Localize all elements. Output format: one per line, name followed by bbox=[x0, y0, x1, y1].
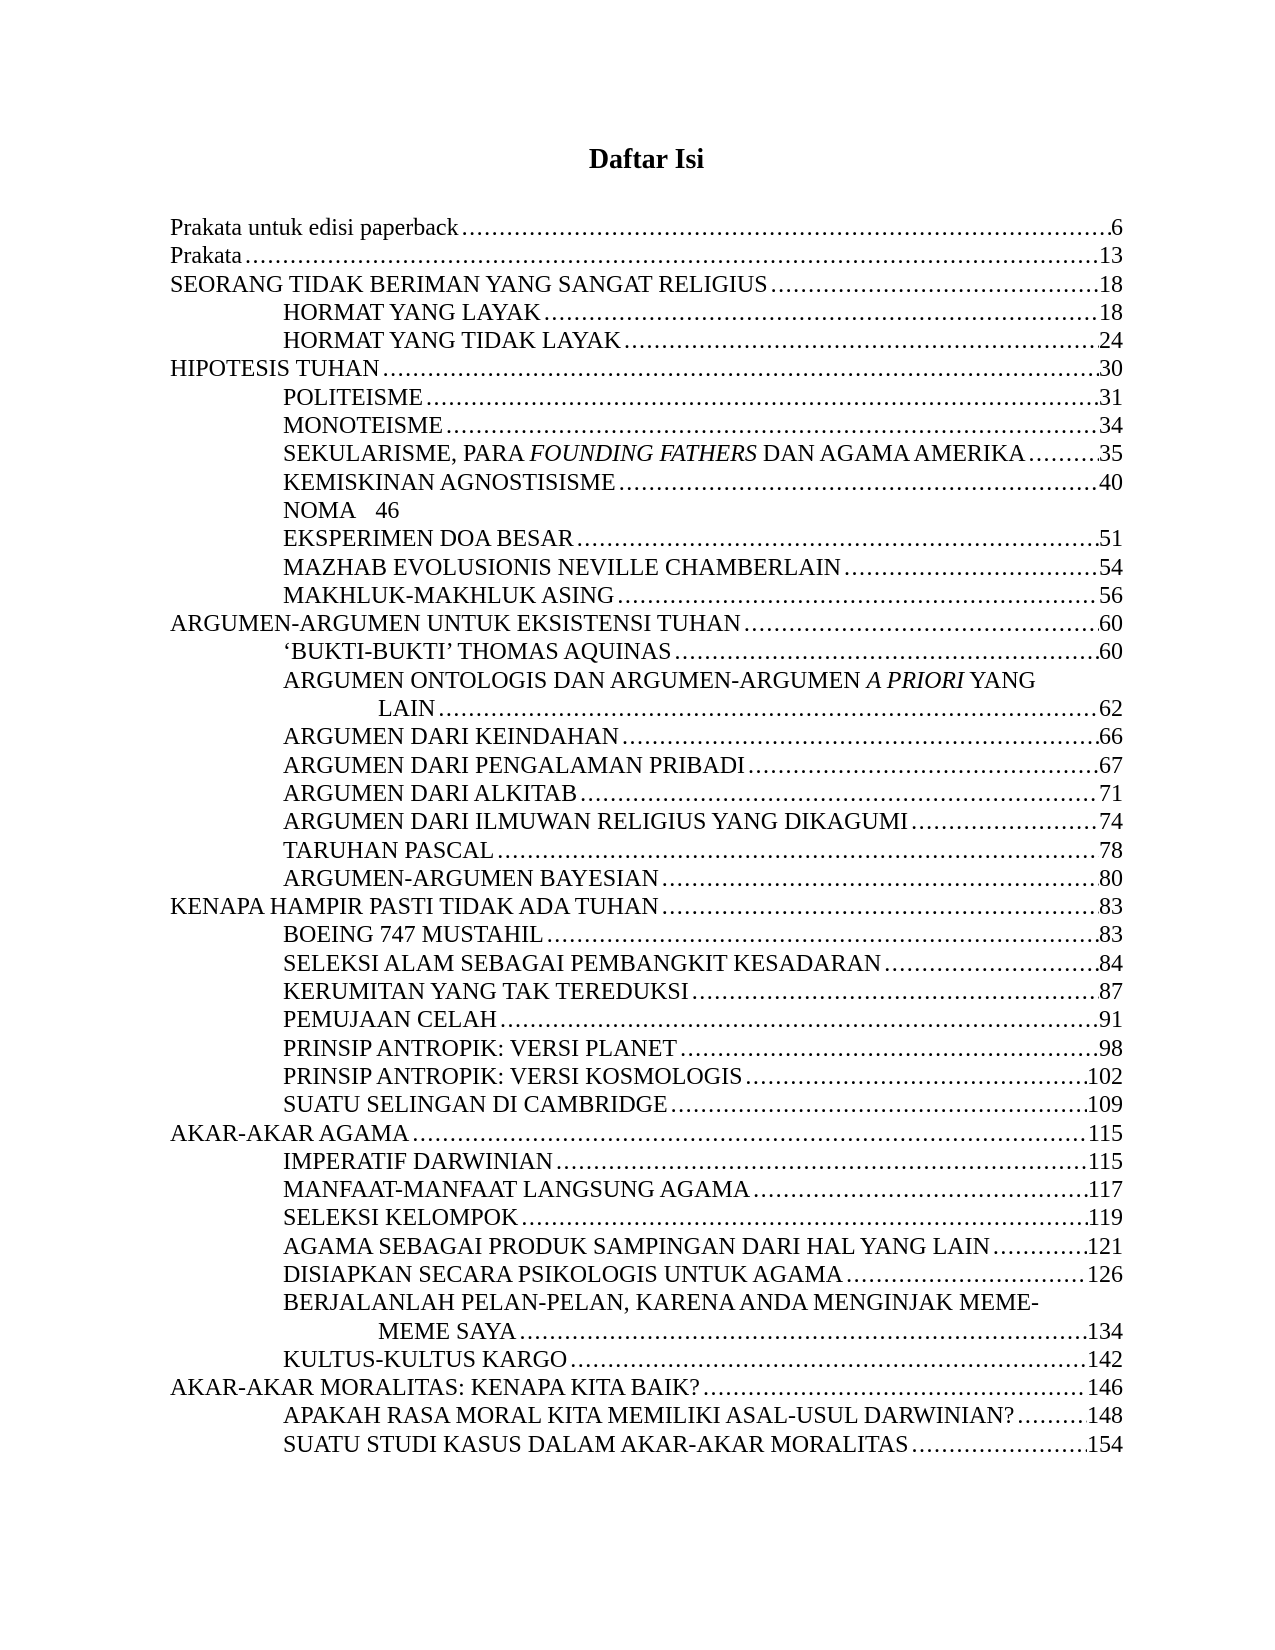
toc-entry-title: ‘BUKTI-BUKTI’ THOMAS AQUINAS bbox=[283, 639, 672, 666]
toc-page-number: 60 bbox=[1099, 611, 1123, 638]
dot-leader bbox=[990, 1233, 1087, 1261]
toc-page-number: 51 bbox=[1099, 526, 1123, 553]
dot-leader bbox=[741, 610, 1099, 638]
dot-leader bbox=[423, 384, 1099, 412]
toc-entry bbox=[170, 384, 1123, 412]
toc-page-number: 74 bbox=[1099, 809, 1123, 836]
toc-page-number: 91 bbox=[1099, 1007, 1123, 1034]
toc-entry-title: SELEKSI KELOMPOK bbox=[283, 1205, 519, 1232]
dot-leader bbox=[1026, 440, 1099, 468]
dot-leader bbox=[544, 921, 1099, 949]
toc-page-number: 154 bbox=[1087, 1431, 1123, 1458]
toc-entry-title: KEMISKINAN AGNOSTISISME bbox=[283, 469, 616, 496]
toc-page-number: 62 bbox=[1099, 696, 1123, 723]
dot-leader bbox=[518, 1204, 1088, 1232]
toc-page-number: 6 bbox=[1111, 215, 1123, 241]
toc-entry bbox=[170, 1318, 1123, 1346]
dot-leader bbox=[574, 525, 1099, 553]
dot-leader bbox=[671, 638, 1099, 666]
toc-entry-title: Prakata untuk edisi paperback bbox=[170, 215, 459, 241]
toc-entry-title: ARGUMEN-ARGUMEN UNTUK EKSISTENSI TUHAN bbox=[170, 611, 741, 638]
dot-leader bbox=[659, 893, 1099, 921]
toc-entry bbox=[170, 893, 1123, 921]
toc-page-number: 142 bbox=[1087, 1346, 1123, 1373]
toc-entry bbox=[170, 921, 1123, 949]
dot-leader bbox=[619, 723, 1099, 751]
toc-page-number: 80 bbox=[1099, 865, 1123, 892]
toc-entry bbox=[170, 525, 1123, 553]
toc-list bbox=[170, 214, 1123, 1459]
dot-leader bbox=[380, 355, 1099, 383]
toc-entry bbox=[170, 1431, 1123, 1459]
toc-entry bbox=[170, 214, 1123, 242]
toc-entry-title: LAIN bbox=[378, 696, 436, 723]
toc-entry-title: SEORANG TIDAK BERIMAN YANG SANGAT RELIGIUS bbox=[170, 271, 768, 298]
dot-leader bbox=[843, 1261, 1087, 1289]
toc-entry-title: BOEING 747 MUSTAHIL bbox=[283, 922, 544, 949]
toc-entry bbox=[170, 1120, 1123, 1148]
dot-leader bbox=[567, 1346, 1087, 1374]
toc-entry-title: APAKAH RASA MORAL KITA MEMILIKI ASAL-USUL DARWINIAN? bbox=[283, 1403, 1015, 1430]
toc-page-number: 87 bbox=[1099, 979, 1123, 1006]
toc-entry-title: PEMUJAAN CELAH bbox=[283, 1007, 498, 1034]
toc-entry-title: NOMA bbox=[283, 497, 357, 524]
toc-page-number: 18 bbox=[1099, 299, 1123, 326]
dot-leader bbox=[668, 1091, 1087, 1119]
toc-entry bbox=[170, 412, 1123, 440]
toc-page-number: 66 bbox=[1099, 724, 1123, 751]
toc-entry-title: KENAPA HAMPIR PASTI TIDAK ADA TUHAN bbox=[170, 894, 659, 921]
toc-entry bbox=[170, 469, 1123, 497]
dot-leader bbox=[621, 327, 1099, 355]
dot-leader bbox=[242, 242, 1099, 270]
toc-entry-title: PRINSIP ANTROPIK: VERSI KOSMOLOGIS bbox=[283, 1063, 743, 1090]
toc-entry-title: BERJALANLAH PELAN-PELAN, KARENA ANDA MENGINJAK MEME- bbox=[283, 1290, 1039, 1317]
dot-leader bbox=[908, 1431, 1087, 1459]
dot-leader bbox=[881, 950, 1099, 978]
toc-entry bbox=[170, 242, 1123, 270]
toc-page-number: 83 bbox=[1099, 894, 1123, 921]
toc-page-number: 35 bbox=[1099, 441, 1123, 468]
dot-leader bbox=[616, 469, 1099, 497]
toc-entry-title: TARUHAN PASCAL bbox=[283, 837, 495, 864]
toc-entry bbox=[170, 554, 1123, 582]
toc-entry bbox=[170, 950, 1123, 978]
toc-entry bbox=[170, 1233, 1123, 1261]
toc-page-number: 60 bbox=[1099, 639, 1123, 666]
dot-leader bbox=[659, 865, 1099, 893]
dot-leader bbox=[541, 299, 1099, 327]
dot-leader bbox=[908, 808, 1099, 836]
toc-page-number: 102 bbox=[1087, 1063, 1123, 1090]
toc-entry bbox=[170, 271, 1123, 299]
toc-entry-title: MAKHLUK-MAKHLUK ASING bbox=[283, 582, 615, 609]
toc-page-number: 78 bbox=[1099, 837, 1123, 864]
toc-page-number: 40 bbox=[1099, 469, 1123, 496]
toc-page-number: 126 bbox=[1087, 1261, 1123, 1288]
toc-entry bbox=[170, 837, 1123, 865]
toc-page-number: 115 bbox=[1087, 1148, 1123, 1175]
toc-entry-title: ARGUMEN DARI ILMUWAN RELIGIUS YANG DIKAGUMI bbox=[283, 809, 909, 836]
dot-leader bbox=[677, 1035, 1099, 1063]
toc-entry-title: ARGUMEN ONTOLOGIS DAN ARGUMEN-ARGUMEN A PRIORI YANG bbox=[283, 667, 1036, 694]
toc-entry bbox=[170, 497, 1123, 525]
toc-entry-title: HORMAT YANG TIDAK LAYAK bbox=[283, 328, 622, 355]
toc-entry bbox=[170, 582, 1123, 610]
dot-leader bbox=[459, 214, 1111, 242]
toc-entry bbox=[170, 865, 1123, 893]
toc-page-number: 71 bbox=[1099, 780, 1123, 807]
dot-leader bbox=[409, 1120, 1088, 1148]
dot-leader bbox=[689, 978, 1099, 1006]
toc-page-number: 31 bbox=[1099, 384, 1123, 411]
dot-leader bbox=[553, 1148, 1088, 1176]
toc-entry-title: MAZHAB EVOLUSIONIS NEVILLE CHAMBERLAIN bbox=[283, 554, 841, 581]
toc-entry bbox=[170, 327, 1123, 355]
toc-page-number: 146 bbox=[1087, 1375, 1123, 1402]
toc-entry bbox=[170, 1289, 1123, 1317]
toc-entry bbox=[170, 1374, 1123, 1402]
toc-page-number: 46 bbox=[375, 497, 400, 524]
toc-entry-title: AKAR-AKAR AGAMA bbox=[170, 1120, 410, 1147]
toc-entry-title: ARGUMEN DARI PENGALAMAN PRIBADI bbox=[283, 752, 746, 779]
toc-entry bbox=[170, 610, 1123, 638]
toc-entry bbox=[170, 440, 1123, 468]
toc-entry bbox=[170, 1148, 1123, 1176]
toc-entry-title: AKAR-AKAR MORALITAS: KENAPA KITA BAIK? bbox=[170, 1375, 700, 1402]
dot-leader bbox=[435, 695, 1099, 723]
toc-entry-title: MEME SAYA bbox=[378, 1318, 517, 1345]
toc-entry-title: IMPERATIF DARWINIAN bbox=[283, 1148, 553, 1175]
dot-leader bbox=[577, 780, 1099, 808]
toc-entry-title: ARGUMEN-ARGUMEN BAYESIAN bbox=[283, 865, 659, 892]
toc-entry-title: SELEKSI ALAM SEBAGAI PEMBANGKIT KESADARAN bbox=[283, 950, 882, 977]
dot-leader bbox=[742, 1063, 1087, 1091]
toc-entry bbox=[170, 1091, 1123, 1119]
toc-entry bbox=[170, 723, 1123, 751]
toc-page-number: 84 bbox=[1099, 950, 1123, 977]
toc-entry bbox=[170, 752, 1123, 780]
toc-entry-title: EKSPERIMEN DOA BESAR bbox=[283, 526, 574, 553]
toc-entry-title: KERUMITAN YANG TAK TEREDUKSI bbox=[283, 979, 689, 1006]
toc-page-number: 83 bbox=[1099, 922, 1123, 949]
toc-entry-title: PRINSIP ANTROPIK: VERSI PLANET bbox=[283, 1035, 678, 1062]
toc-page-number: 134 bbox=[1087, 1318, 1123, 1345]
toc-entry bbox=[170, 1006, 1123, 1034]
toc-entry bbox=[170, 1402, 1123, 1430]
dot-leader bbox=[745, 752, 1099, 780]
dot-leader bbox=[494, 837, 1099, 865]
toc-entry-title: SUATU STUDI KASUS DALAM AKAR-AKAR MORALITAS bbox=[283, 1431, 909, 1458]
toc-entry bbox=[170, 1176, 1123, 1204]
toc-page-number: 54 bbox=[1099, 554, 1123, 581]
toc-entry-title: ARGUMEN DARI KEINDAHAN bbox=[283, 724, 619, 751]
toc-entry-title: KULTUS-KULTUS KARGO bbox=[283, 1346, 568, 1373]
toc-entry bbox=[170, 978, 1123, 1006]
toc-entry-title: AGAMA SEBAGAI PRODUK SAMPINGAN DARI HAL YANG LAIN bbox=[283, 1233, 990, 1260]
toc-page-number: 148 bbox=[1087, 1403, 1123, 1430]
dot-leader bbox=[700, 1374, 1087, 1402]
toc-entry-title: HIPOTESIS TUHAN bbox=[170, 356, 380, 383]
toc-entry-title: SUATU SELINGAN DI CAMBRIDGE bbox=[283, 1092, 668, 1119]
page-title: Daftar Isi bbox=[588, 144, 705, 175]
toc-entry bbox=[170, 1346, 1123, 1374]
toc-entry bbox=[170, 1035, 1123, 1063]
toc-page-number: 13 bbox=[1099, 243, 1123, 270]
toc-page-number: 18 bbox=[1099, 271, 1123, 298]
dot-leader bbox=[614, 582, 1099, 610]
toc-entry-title: MONOTEISME bbox=[283, 413, 443, 440]
toc-entry bbox=[170, 638, 1123, 666]
dot-leader bbox=[768, 271, 1099, 299]
toc-entry bbox=[170, 1063, 1123, 1091]
dot-leader bbox=[750, 1176, 1088, 1204]
toc-page-number: 98 bbox=[1099, 1035, 1123, 1062]
toc-entry bbox=[170, 780, 1123, 808]
toc-entry-title: HORMAT YANG LAYAK bbox=[283, 299, 541, 326]
toc-entry bbox=[170, 808, 1123, 836]
toc-page-number: 117 bbox=[1087, 1177, 1123, 1204]
toc-page-number: 67 bbox=[1099, 752, 1123, 779]
toc-page-number: 56 bbox=[1099, 582, 1123, 609]
toc-page-number: 24 bbox=[1099, 328, 1123, 355]
toc-page-number: 121 bbox=[1087, 1233, 1123, 1260]
toc-page-number: 34 bbox=[1099, 413, 1123, 440]
toc-entry-title: POLITEISME bbox=[283, 384, 423, 411]
toc-page-number: 30 bbox=[1099, 356, 1123, 383]
dot-leader bbox=[1014, 1402, 1087, 1430]
toc-entry-title: SEKULARISME, PARA FOUNDING FATHERS DAN AGAMA AMERIKA bbox=[283, 441, 1026, 468]
dot-leader bbox=[497, 1006, 1099, 1034]
toc-entry-title: ARGUMEN DARI ALKITAB bbox=[283, 780, 578, 807]
toc-entry bbox=[170, 695, 1123, 723]
toc-entry bbox=[170, 1204, 1123, 1232]
dot-leader bbox=[443, 412, 1099, 440]
dot-leader bbox=[516, 1318, 1087, 1346]
toc-entry-title: MANFAAT-MANFAAT LANGSUNG AGAMA bbox=[283, 1177, 751, 1204]
toc-page-number: 115 bbox=[1087, 1120, 1123, 1147]
toc-entry bbox=[170, 355, 1123, 383]
toc-entry bbox=[170, 299, 1123, 327]
toc-page-number: 109 bbox=[1087, 1092, 1123, 1119]
dot-leader bbox=[841, 554, 1099, 582]
toc-entry bbox=[170, 1261, 1123, 1289]
toc-page-number: 119 bbox=[1087, 1205, 1123, 1232]
toc-entry-title: Prakata bbox=[170, 243, 242, 270]
toc-entry-title: DISIAPKAN SECARA PSIKOLOGIS UNTUK AGAMA bbox=[283, 1261, 844, 1288]
toc-entry bbox=[170, 667, 1123, 695]
